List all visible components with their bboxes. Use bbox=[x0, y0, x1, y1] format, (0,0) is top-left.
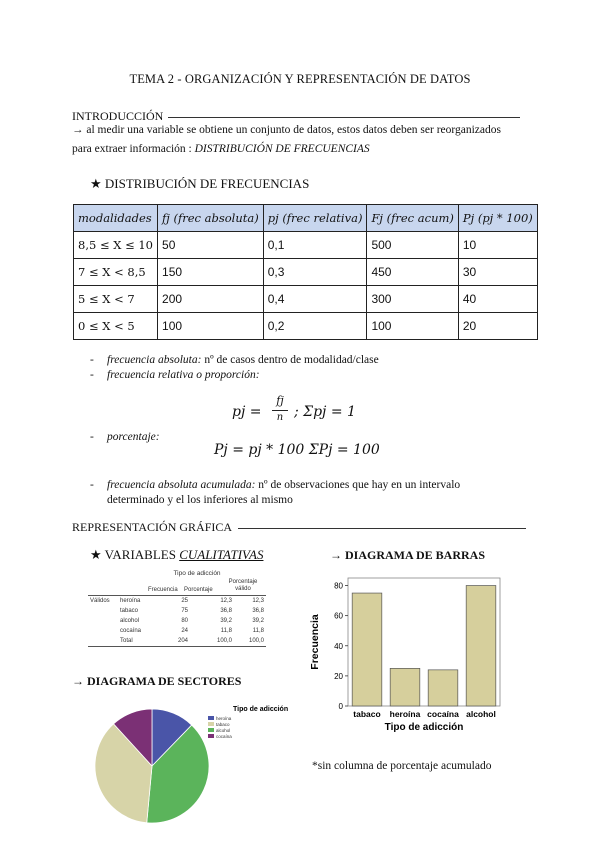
table-cell: 150 bbox=[158, 259, 264, 286]
table-cell: 0,1 bbox=[263, 232, 367, 259]
legend-label: heroína bbox=[216, 716, 232, 721]
table-cell: alcohol bbox=[120, 618, 140, 624]
mini-table-body bbox=[88, 596, 266, 647]
legend-swatch bbox=[208, 734, 214, 738]
mini-col-pct: Porcentaje bbox=[184, 587, 213, 593]
table-cell: 100,0 bbox=[248, 638, 264, 644]
bar bbox=[466, 586, 496, 706]
table-cell: 100,0 bbox=[216, 638, 232, 644]
table-cell: 500 bbox=[367, 232, 458, 259]
table-cell: 50 bbox=[158, 232, 264, 259]
table-cell: 204 bbox=[177, 638, 188, 644]
bullet-dash: - bbox=[90, 479, 94, 491]
pie-slices bbox=[95, 709, 209, 823]
table-cell: 39,2 bbox=[220, 618, 232, 624]
bullet-dash: - bbox=[90, 354, 94, 366]
bar-plot bbox=[309, 578, 500, 733]
table-row bbox=[88, 616, 266, 626]
bullet-porcentaje: porcentaje: bbox=[107, 431, 160, 443]
intro-line1: → al medir una variable se obtiene un conjunto de datos, estos datos deben ser reorganizados bbox=[72, 124, 501, 136]
cualitativas-heading: ★ VARIABLES CUALITATIVAS bbox=[90, 547, 264, 562]
mini-col-freq: Frecuencia bbox=[148, 587, 178, 593]
table-row bbox=[88, 636, 266, 647]
y-tick-label: 60 bbox=[334, 611, 343, 621]
y-tick-label: 20 bbox=[334, 671, 343, 681]
legend-swatch bbox=[208, 722, 214, 726]
table-cell: 80 bbox=[181, 618, 188, 624]
bar bbox=[428, 670, 458, 706]
x-tick-label: tabaco bbox=[353, 709, 381, 719]
pie-chart bbox=[90, 700, 289, 830]
bullet-frecuencia-acumulada-line2: determinado y el los inferiores al mismo bbox=[107, 494, 293, 506]
table-row bbox=[88, 626, 266, 636]
pie-legend bbox=[208, 716, 232, 739]
intro-line2: para extraer información : DISTRIBUCIÓN DE FRECUENCIAS bbox=[72, 143, 370, 155]
bar-chart bbox=[300, 570, 510, 742]
x-tick-label: cocaína bbox=[427, 709, 459, 719]
table-row bbox=[74, 313, 538, 340]
formula-denominator: n bbox=[276, 412, 284, 423]
bar bbox=[352, 593, 382, 706]
y-tick-label: 40 bbox=[334, 641, 343, 651]
y-tick-label: 80 bbox=[334, 581, 343, 591]
note: *sin columna de porcentaje acumulado bbox=[312, 760, 492, 772]
mini-col-valid: Porcentaje válido bbox=[228, 579, 258, 592]
fraction-bar bbox=[272, 410, 288, 411]
header-cell: Pj (pj * 100) bbox=[458, 205, 537, 232]
mini-group: Válidos bbox=[90, 598, 110, 604]
table-cell: 36,8 bbox=[252, 608, 264, 614]
table-cell: heroína bbox=[120, 598, 141, 604]
legend-label: alcohol bbox=[216, 728, 231, 733]
x-axis-label: Tipo de adicción bbox=[384, 722, 464, 733]
y-tick-label: 0 bbox=[338, 702, 343, 711]
table-row bbox=[74, 232, 538, 259]
mini-frequency-table bbox=[88, 570, 266, 647]
table-cell: Total bbox=[120, 638, 133, 644]
bullet-dash: - bbox=[90, 431, 94, 443]
intro-heading: INTRODUCCIÓN bbox=[72, 109, 164, 123]
table-cell: 12,3 bbox=[252, 598, 264, 604]
bullet-dash: - bbox=[90, 369, 94, 381]
barras-heading: → DIAGRAMA DE BARRAS bbox=[330, 548, 486, 562]
table-cell: 39,2 bbox=[252, 618, 264, 624]
bar bbox=[390, 668, 420, 706]
table-cell: 24 bbox=[181, 628, 188, 634]
dist-heading: ★ DISTRIBUCIÓN DE FRECUENCIAS bbox=[90, 176, 310, 191]
table-cell: 0,2 bbox=[263, 313, 367, 340]
formula-numerator: fj bbox=[276, 394, 284, 407]
table-cell: 10 bbox=[458, 232, 537, 259]
table-cell: 7 ≤ X < 8,5 bbox=[74, 259, 158, 286]
table-row bbox=[88, 606, 266, 616]
intro-rule bbox=[168, 117, 520, 118]
table-cell: 200 bbox=[158, 286, 264, 313]
graf-heading: REPRESENTACIÓN GRÁFICA bbox=[72, 520, 233, 534]
table-cell: 40 bbox=[458, 286, 537, 313]
x-tick-label: heroína bbox=[389, 709, 421, 719]
y-axis-label: Frecuencia bbox=[309, 614, 321, 670]
table-cell: 5 ≤ X < 7 bbox=[74, 286, 158, 313]
table-row bbox=[74, 286, 538, 313]
table-cell: 0,4 bbox=[263, 286, 367, 313]
header-cell: pj (frec relativa) bbox=[263, 205, 367, 232]
table-cell: 8,5 ≤ X ≤ 10 bbox=[74, 232, 158, 259]
legend-swatch bbox=[208, 716, 214, 720]
table-cell: 100 bbox=[367, 313, 458, 340]
legend-label: cocaína bbox=[216, 734, 232, 739]
bullet-frecuencia-acumulada: frecuencia absoluta acumulada: nº de observaciones que hay en un intervalo bbox=[107, 479, 461, 491]
legend-swatch bbox=[208, 728, 214, 732]
table-cell: 25 bbox=[181, 598, 188, 604]
table-header-row bbox=[74, 205, 538, 232]
table-cell: 36,8 bbox=[220, 608, 232, 614]
header-cell: modalidades bbox=[74, 205, 158, 232]
table-cell: tabaco bbox=[120, 608, 139, 614]
sectores-heading: → DIAGRAMA DE SECTORES bbox=[72, 674, 242, 688]
table-cell: 450 bbox=[367, 259, 458, 286]
table-cell: 300 bbox=[367, 286, 458, 313]
page-title: TEMA 2 - ORGANIZACIÓN Y REPRESENTACIÓN DE DATOS bbox=[129, 72, 471, 86]
table-cell: cocaína bbox=[120, 628, 142, 634]
formula-pj: pj = bbox=[232, 404, 262, 420]
table-cell: 11,8 bbox=[252, 628, 264, 634]
graf-rule bbox=[238, 528, 526, 529]
pie-legend-title: Tipo de adicción bbox=[233, 706, 289, 713]
table-row bbox=[88, 596, 266, 606]
table-cell: 12,3 bbox=[220, 598, 232, 604]
formula-percentage: Pj = pj * 100 ΣPj = 100 bbox=[214, 442, 380, 458]
table-cell: 0,3 bbox=[263, 259, 367, 286]
formula-sum-pj: ; Σpj = 1 bbox=[294, 404, 356, 420]
table-row bbox=[74, 259, 538, 286]
table-cell: 11,8 bbox=[220, 628, 232, 634]
table-cell: 100 bbox=[158, 313, 264, 340]
table-cell: 20 bbox=[458, 313, 537, 340]
mini-table-title: Tipo de adicción bbox=[173, 570, 221, 577]
bullet-frecuencia-relativa: frecuencia relativa o proporción: bbox=[107, 369, 260, 381]
table-cell: 75 bbox=[181, 608, 188, 614]
table-cell: 0 ≤ X < 5 bbox=[74, 313, 158, 340]
header-cell: fj (frec absoluta) bbox=[158, 205, 264, 232]
x-tick-label: alcohol bbox=[466, 709, 496, 719]
frequency-table bbox=[73, 204, 538, 340]
legend-label: tabaco bbox=[216, 722, 230, 727]
header-cell: Fj (frec acum) bbox=[367, 205, 458, 232]
table-cell: 30 bbox=[458, 259, 537, 286]
bullet-frecuencia-absoluta: frecuencia absoluta: nº de casos dentro de modalidad/clase bbox=[107, 354, 379, 366]
